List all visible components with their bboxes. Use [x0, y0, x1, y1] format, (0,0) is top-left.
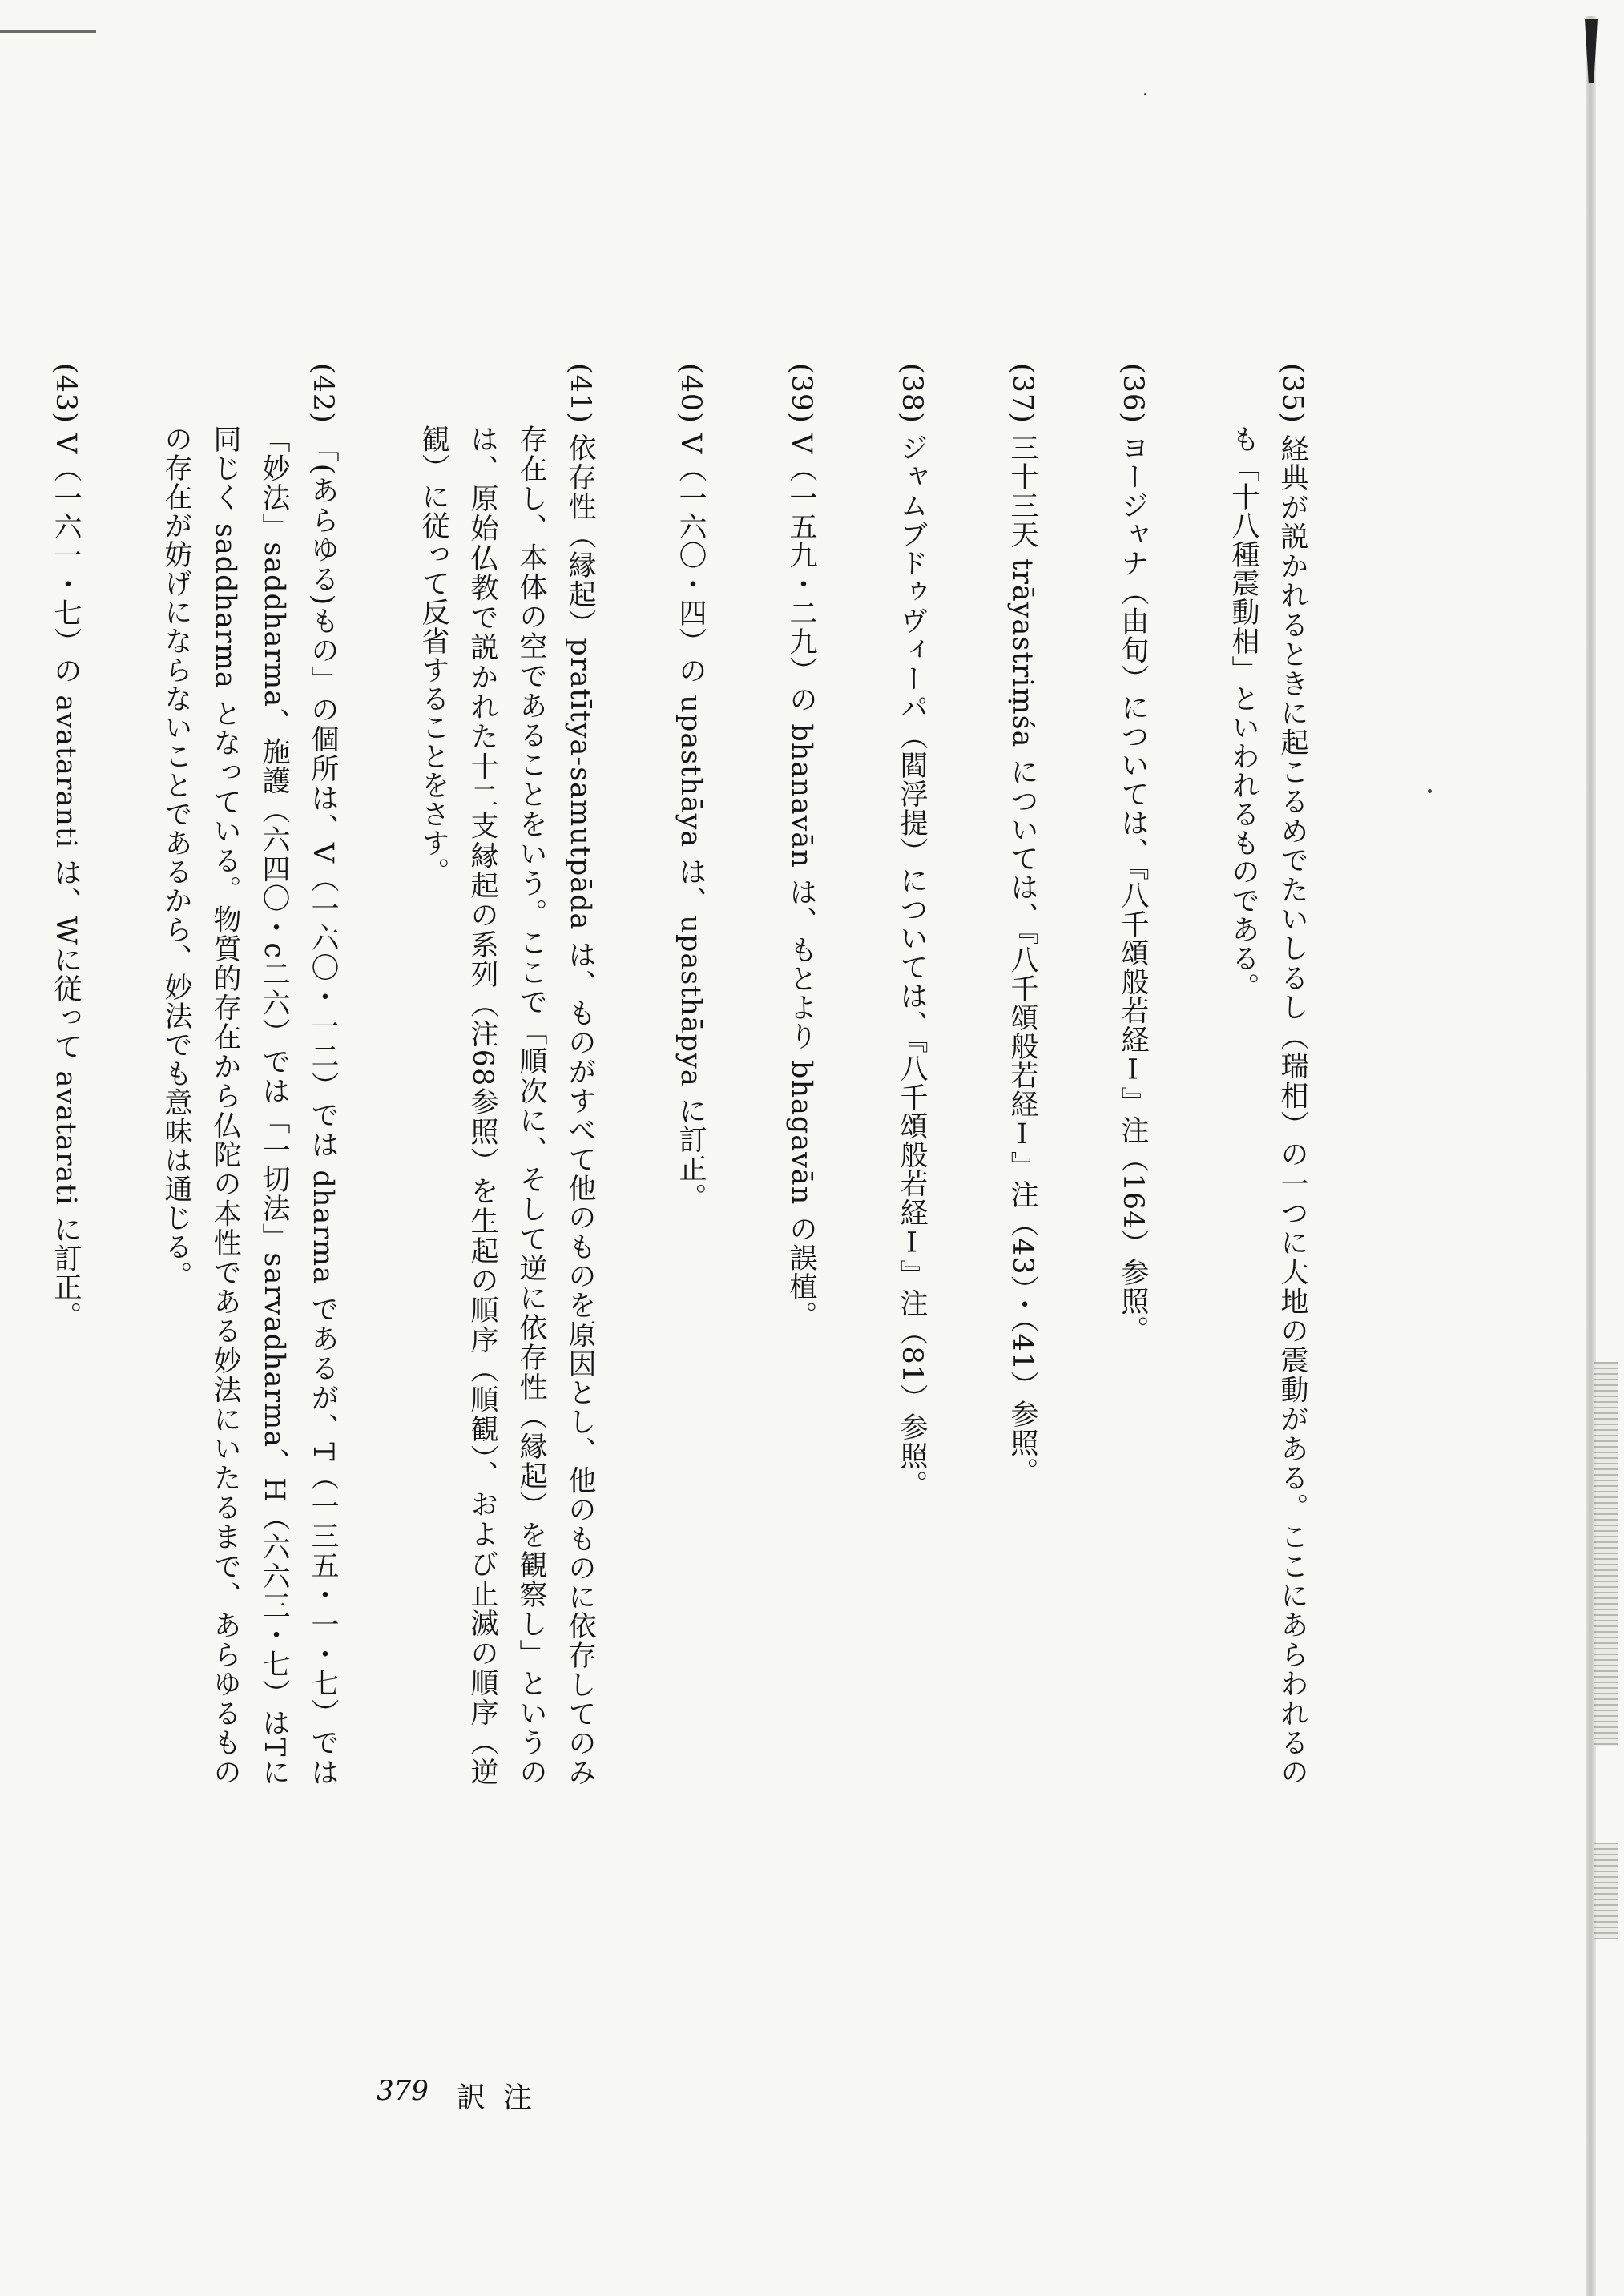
- page-edge-shadow: [1586, 16, 1596, 2296]
- page-edge-speckle: [1594, 1843, 1618, 1939]
- note-35: [1219, 363, 1378, 1786]
- scan-speck: [1428, 789, 1432, 793]
- note-number: (38): [896, 363, 928, 424]
- page-edge-speckle: [1594, 1362, 1618, 1746]
- note-36: [1108, 363, 1219, 1786]
- running-head: 訳注: [457, 2081, 550, 2114]
- note-37: [997, 363, 1108, 1786]
- page-number: 379: [377, 2075, 429, 2107]
- note-text: 依存性（縁起）pratītya-samutpāda は、ものがすべて他のものを原因とし、他のものに依存してのみ存在し、本体の空であることをいう。ここで「順次に、そして逆に依存性（縁起）を観察し」というのは、原始仏教で説かれた十二支縁起の系列（注68参照）を生起の順序（順観）、および止滅の順序（逆観）に従って反省することをさす。: [417, 425, 596, 1786]
- note-41: [409, 363, 666, 1786]
- note-number: (35): [1276, 363, 1308, 424]
- annotation-text-block: [50, 363, 1378, 1786]
- note-number: (40): [675, 363, 707, 424]
- note-text: ヨージャナ（由旬）については、『八千頌般若経Ⅰ』注（164）参照。: [1117, 433, 1149, 1345]
- note-43: [41, 363, 151, 1786]
- note-42: [151, 363, 409, 1786]
- scan-artifact-line: [0, 30, 96, 33]
- page-footer: [377, 2075, 617, 2123]
- note-text: V（一六一・七）の avataranti は、Wに従って avatarati に訂正。: [50, 433, 82, 1331]
- note-number: (37): [1006, 363, 1038, 424]
- note-number: (43): [50, 363, 82, 424]
- note-text: 「(あらゆる)もの」の個所は、V（一六〇・一二）では dharma であるが、T（一三五・一・七）では「妙法」saddharma、施護（六四〇・c二六）では「一切法」sarvadharma、H（六六三・七）はTに同じく saddharma となっている。物質的存在から仏陀の本性である妙法にいたるまで、あらゆるものの存在が妨げにならないことであるから、妙法でも意味は通じる。: [160, 425, 339, 1786]
- note-39: [776, 363, 887, 1786]
- note-number: (42): [307, 363, 339, 424]
- note-text: V（一五九・二九）の bhanavān は、もとより bhagavān の誤植。: [785, 433, 817, 1331]
- note-text: V（一六〇・四）の upasthāya は、upasthāpya に訂正。: [675, 433, 707, 1212]
- note-text: ジャムブドゥヴィーパ（閻浮提）については、『八千頌般若経Ⅰ』注（81）参照。: [896, 433, 928, 1500]
- scan-speck: [1144, 93, 1146, 95]
- note-38: [887, 363, 997, 1786]
- note-44: [0, 425, 41, 1786]
- note-number: (39): [785, 363, 817, 424]
- note-40: [666, 363, 776, 1786]
- note-text: 経典が説かれるときに起こるめでたいしるし（瑞相）の一つに大地の震動がある。ここにあらわれるのも「十八種震動相」といわれるものである。: [1227, 425, 1308, 1786]
- note-number: (41): [564, 363, 596, 424]
- note-text: 三十三天 trāyastriṃśa については、『八千頌般若経Ⅰ』注（43）・（41）参照。: [1006, 433, 1038, 1487]
- note-number: (36): [1117, 363, 1149, 424]
